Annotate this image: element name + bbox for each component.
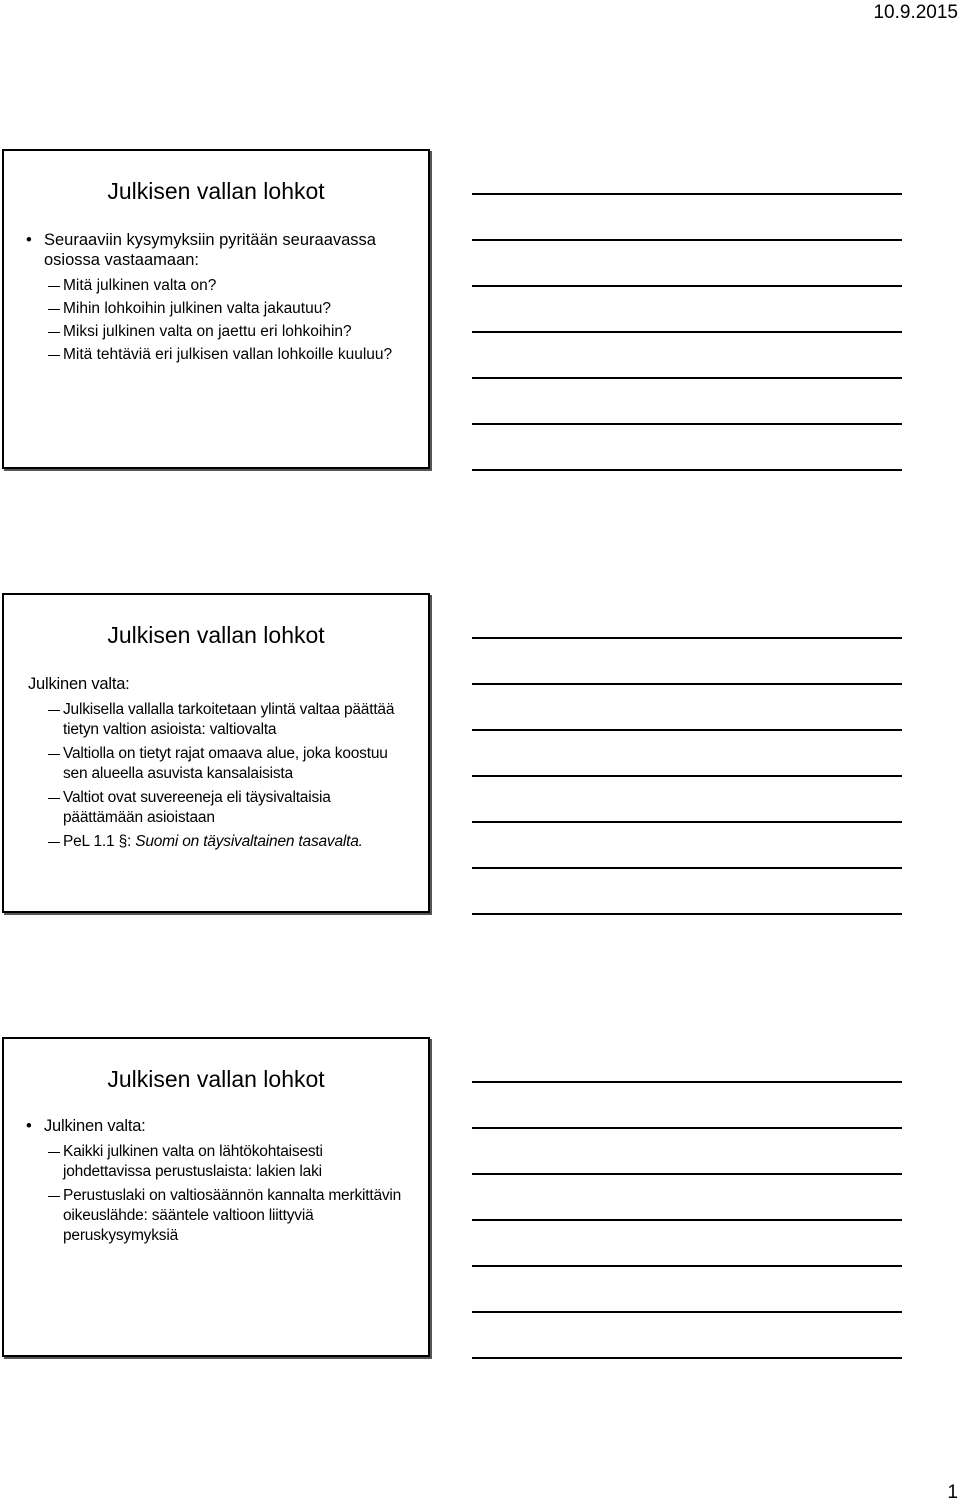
note-line <box>472 1173 902 1175</box>
slide-2-item-3: Valtiot ovat suvereeneja eli täysivaltaisia päättämään asioistaan <box>4 788 428 828</box>
slide-2 <box>2 593 430 913</box>
bullet-dot-icon: • <box>26 231 32 249</box>
slide-1-item-2: Mitä julkinen valta on? <box>4 276 428 296</box>
note-line <box>472 285 902 287</box>
dash-icon <box>48 710 60 711</box>
dash-icon <box>48 842 60 843</box>
slide-3-content <box>4 1116 428 1250</box>
dash-icon <box>48 1196 60 1197</box>
slide-2-content <box>4 674 428 856</box>
slide-1-title: Julkisen vallan lohkot <box>107 178 325 204</box>
page-date: 10.9.2015 <box>873 2 958 23</box>
note-line <box>472 775 902 777</box>
slide-3-item-1: • Julkinen valta: <box>26 1117 146 1135</box>
slide-3 <box>2 1037 430 1357</box>
slide-2-item-4: PeL 1.1 §: Suomi on täysivaltainen tasavalta. <box>4 832 428 852</box>
note-line <box>472 1127 902 1129</box>
slide-2-title: Julkisen vallan lohkot <box>107 622 325 648</box>
dash-icon <box>48 754 60 755</box>
note-line <box>472 1219 902 1221</box>
note-line <box>472 239 902 241</box>
note-line <box>472 729 902 731</box>
dash-icon <box>48 1152 60 1153</box>
dash-icon <box>48 309 60 310</box>
slide-1-item-1: • Seuraaviin kysymyksiin pyritään seuraavassa osiossa vastaamaan: <box>26 231 376 269</box>
dash-icon <box>48 798 60 799</box>
note-line <box>472 1357 902 1359</box>
slide-1-item-5: Mitä tehtäviä eri julkisen vallan lohkoille kuuluu? <box>4 345 428 365</box>
constitution-quote: Suomi on täysivaltainen tasavalta. <box>135 833 363 850</box>
slide-1-item-4: Miksi julkinen valta on jaettu eri lohkoihin? <box>4 322 428 342</box>
slide-1 <box>2 149 430 469</box>
dash-icon <box>48 286 60 287</box>
note-line <box>472 193 902 195</box>
note-line <box>472 469 902 471</box>
note-line <box>472 821 902 823</box>
slide-3-item-2: Kaikki julkinen valta on lähtökohtaisesti johdettavissa perustuslaista: lakien laki <box>4 1142 428 1182</box>
bullet-dot-icon: • <box>26 1117 32 1135</box>
note-line <box>472 867 902 869</box>
dash-icon <box>48 332 60 333</box>
note-line <box>472 683 902 685</box>
note-line <box>472 637 902 639</box>
note-line <box>472 331 902 333</box>
slide-2-item-2: Valtiolla on tietyt rajat omaava alue, joka koostuu sen alueella asuvista kansalaisista <box>4 744 428 784</box>
note-line <box>472 913 902 915</box>
slide-3-title: Julkisen vallan lohkot <box>107 1066 325 1092</box>
note-line <box>472 1265 902 1267</box>
slide-1-content <box>4 230 428 369</box>
note-line <box>472 1081 902 1083</box>
dash-icon <box>48 355 60 356</box>
slide-1-item-3: Mihin lohkoihin julkinen valta jakautuu? <box>4 299 428 319</box>
note-line <box>472 423 902 425</box>
note-line <box>472 377 902 379</box>
note-line <box>472 1311 902 1313</box>
slide-3-item-3: Perustuslaki on valtiosäännön kannalta merkittävin oikeuslähde: sääntele valtioon liittyviä peruskysymyksiä <box>4 1186 428 1246</box>
slide-2-lead: Julkinen valta: <box>28 675 130 693</box>
slide-2-item-1: Julkisella vallalla tarkoitetaan ylintä valtaa päättää tietyn valtion asioista: valtiovalta <box>4 700 428 740</box>
page-number: 1 <box>947 1482 958 1503</box>
